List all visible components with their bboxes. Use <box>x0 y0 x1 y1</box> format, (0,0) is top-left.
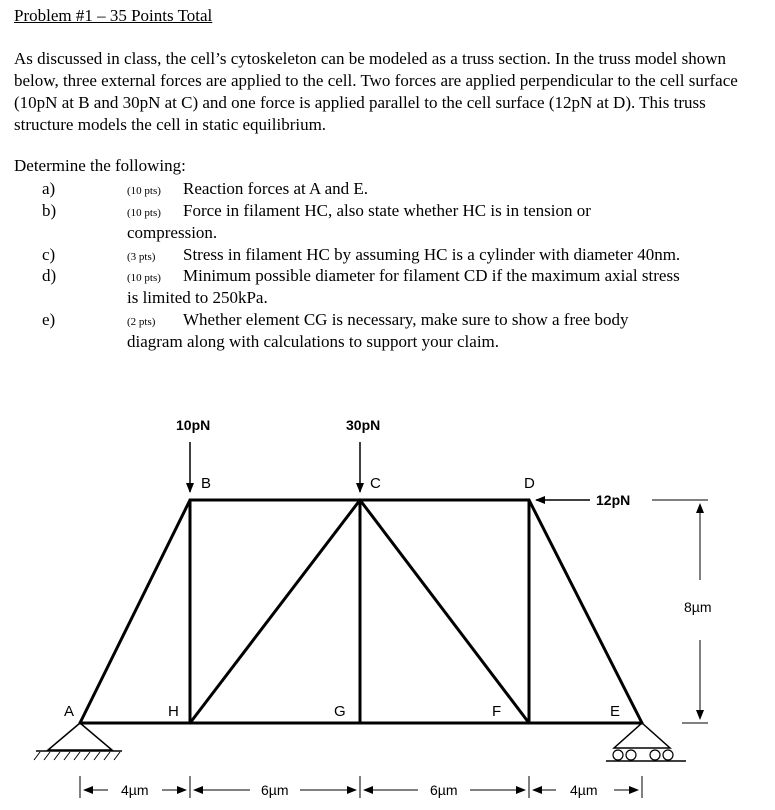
horizontal-dimensions <box>80 776 642 798</box>
pin-support-a <box>34 723 122 760</box>
dimension-label-height: 8µm <box>684 599 712 615</box>
node-label-d: D <box>524 475 535 492</box>
question-letter: b) <box>42 201 57 220</box>
question-text-continued: compression. <box>127 223 218 242</box>
force-label-b: 10pN <box>176 417 211 433</box>
problem-intro: As discussed in class, the cell’s cytoskeleton can be modeled as a truss section. In the truss model shown below, three external forces are applied to the cell. Two forces are applied perpendicular to the cell surface (10pN at B and 30pN at C) and one force is applied parallel to the cell surface (12pN at D). This truss structure models the cell in static equilibrium. <box>14 49 738 134</box>
truss-diagram <box>0 400 775 810</box>
question-text: Stress in filament HC by assuming HC is a cylinder with diameter 40nm. <box>183 245 681 264</box>
node-label-b: B <box>201 475 212 492</box>
force-label-d: 12pN <box>596 492 631 508</box>
node-label-c: C <box>370 475 381 492</box>
question-text: Minimum possible diameter for filament CD if the maximum axial stress <box>183 266 680 285</box>
question-text-continued: diagram along with calculations to support your claim. <box>127 332 500 351</box>
node-label-g: G <box>334 703 346 720</box>
member-ab <box>80 500 190 723</box>
question-points: (10 pts) <box>127 185 161 197</box>
question-points: (10 pts) <box>127 272 161 284</box>
question-points: (2 pts) <box>127 316 156 328</box>
determine-heading: Determine the following: <box>14 156 186 175</box>
dimension-label-gf: 6µm <box>430 782 458 798</box>
dimension-label-fe: 4µm <box>570 782 598 798</box>
member-hc <box>190 500 360 723</box>
dimension-label-ah: 4µm <box>121 782 149 798</box>
roller-support-e <box>606 723 686 761</box>
problem-title: Problem #1 – 35 Points Total <box>14 6 213 25</box>
question-text: Force in filament HC, also state whether HC is in tension or <box>183 201 591 220</box>
truss-members <box>80 500 642 723</box>
node-label-e: E <box>610 703 621 720</box>
question-points: (10 pts) <box>127 207 161 219</box>
question-points: (3 pts) <box>127 251 156 263</box>
question-text: Whether element CG is necessary, make sure to show a free body <box>183 310 629 329</box>
member-cf <box>360 500 529 723</box>
question-letter: e) <box>42 310 56 329</box>
question-letter: d) <box>42 266 57 285</box>
question-letter: c) <box>42 245 56 264</box>
question-letter: a) <box>42 179 56 198</box>
member-de <box>529 500 642 723</box>
height-dimension <box>652 500 712 723</box>
force-label-c: 30pN <box>346 417 381 433</box>
node-label-h: H <box>168 703 179 720</box>
node-label-a: A <box>64 703 75 720</box>
question-text-continued: is limited to 250kPa. <box>127 288 268 307</box>
node-label-f: F <box>492 703 502 720</box>
dimension-label-hg: 6µm <box>261 782 289 798</box>
question-text: Reaction forces at A and E. <box>183 179 369 198</box>
